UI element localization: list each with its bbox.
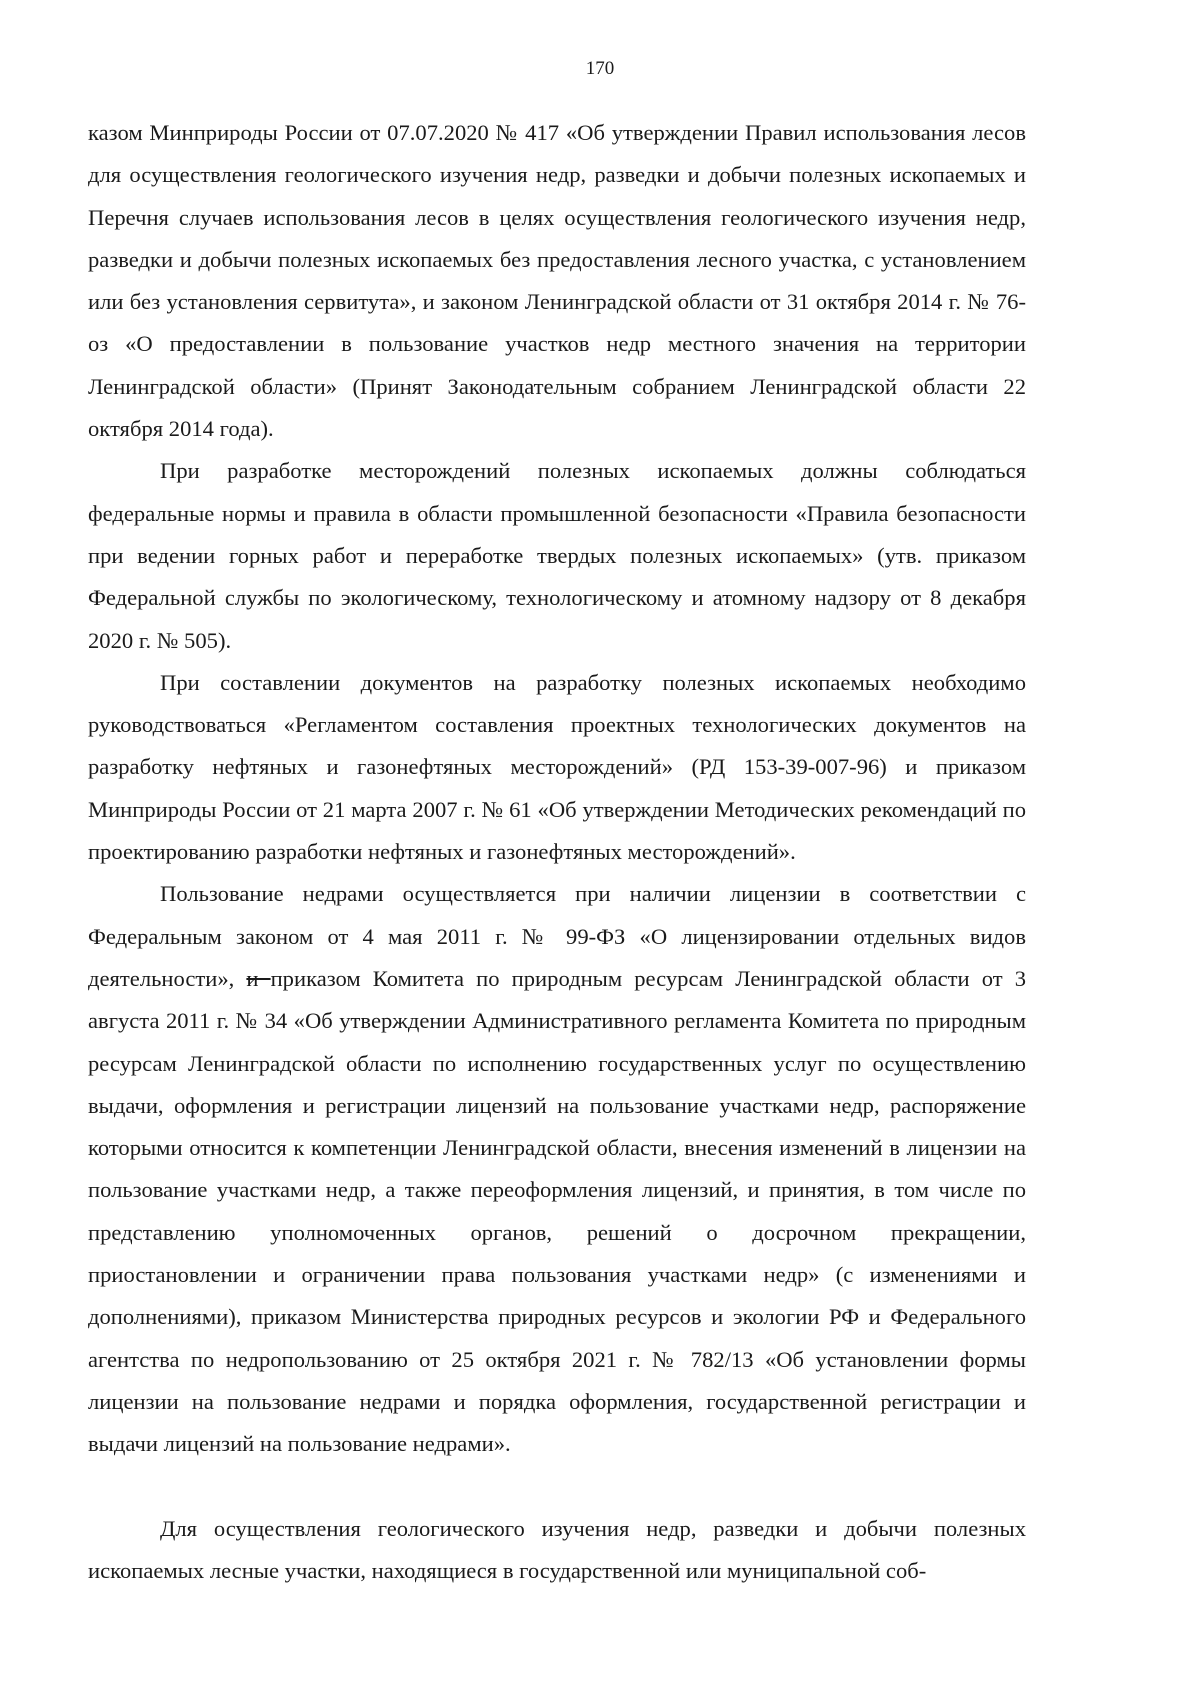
paragraph-subsoil-licensing <box>88 873 1026 1465</box>
document-body <box>88 112 1026 1592</box>
page-number: 170 <box>585 58 615 79</box>
struck-text: и <box>246 965 271 991</box>
paragraph-forest-use-orders: казом Минприроды России от 07.07.2020 № 417 «Об утверждении Правил использования лесов для осуществления геологического изучения недр, разведки и добычи полезных ископаемых и Перечня случаев использования лесов в целях осуществления геологического изучения недр, разведки и добычи полезных ископаемых без предоставления лесного участка, с установлением или без установления сервитута», и законом Ленинградской области от 31 октября 2014 г. № 76-оз «О предоставлении в пользование участков недр местного значения на территории Ленинградской области» (Принят Законодательным собранием Ленинградской области 22 октября 2014 года). <box>88 120 1026 442</box>
paragraph-industrial-safety: При разработке месторождений полезных ископаемых должны соблюдаться федеральные нормы и правила в области промышленной безопасности «Правила безопасности при ведении горных работ и переработке твердых полезных ископаемых» (утв. приказом Федеральной службы по экологическому, технологическому и атомному надзору от 8 декабря 2020 г. № 505). <box>88 458 1026 653</box>
licensing-text-part-1: Пользование недрами осуществляется при наличии лицензии в соответствии с Федеральным законом от 4 мая 2011 г. № 99-ФЗ «О лицензировании отдельных видов деятельности», <box>88 881 1026 991</box>
paragraph-gap <box>88 1466 1026 1508</box>
licensing-text-part-2: приказом Комитета по природным ресурсам Ленинградской области от 3 августа 2011 г. № 34 «Об утверждении Административного регламента Комитета по природным ресурсам Ленинградской области по исполнению государственных услуг по осуществлению выдачи, оформления и регистрации лицензий на пользование участками недр, распоряжение которыми относится к компетенции Ленинградской области, внесения изменений в лицензии на пользование участками недр, а также переоформления лицензий, и принятия, в том числе по представлению уполномоченных органов, решений о досрочном прекращении, приостановлении и ограничении права пользования участками недр» (с изменениями и дополнениями), приказом Министерства природных ресурсов и экологии РФ и Федерального агентства по недропользованию от 25 октября 2021 г. № 782/13 «Об установлении формы лицензии на пользование недрами и порядка оформления, государственной регистрации и выдачи лицензий на пользование недрами». <box>88 965 1026 1457</box>
paragraph-development-documents: При составлении документов на разработку полезных ископаемых необходимо руководствоваться «Регламентом составления проектных технологических документов на разработку нефтяных и газонефтяных месторождений» (РД 153-39-007-96) и приказом Минприроды России от 21 марта 2007 г. № 61 «Об утверждении Методических рекомендаций по проектированию разработки нефтяных и газонефтяных месторождений». <box>88 669 1026 865</box>
paragraph-forest-plots: Для осуществления геологического изучения недр, разведки и добычи полезных ископаемых лесные участки, находящиеся в государственной или муниципальной соб- <box>88 1515 1026 1583</box>
